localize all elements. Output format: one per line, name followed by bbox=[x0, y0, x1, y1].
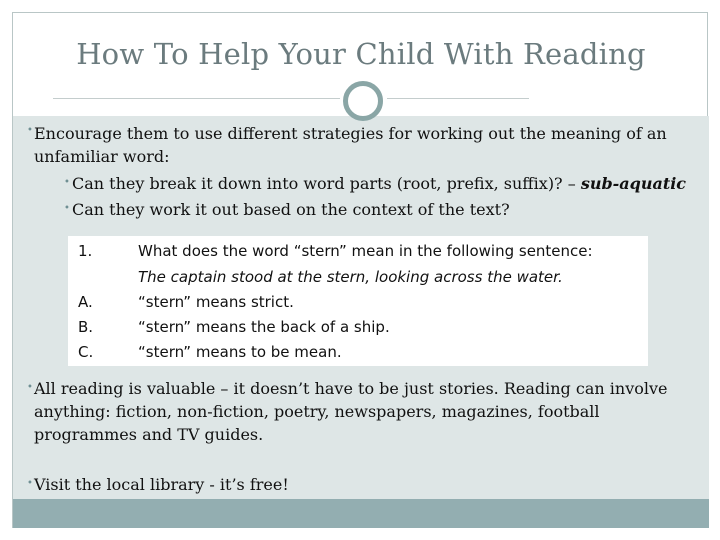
question-box bbox=[68, 236, 648, 366]
sub-bullet-word-parts-text: Can they break it down into word parts (root, prefix, suffix)? – bbox=[72, 174, 581, 193]
answer-text: “stern” means to be mean. bbox=[138, 343, 342, 361]
answer-label: B. bbox=[78, 318, 94, 336]
answer-text: “stern” means strict. bbox=[138, 293, 294, 311]
answer-label: A. bbox=[78, 293, 93, 311]
bullet-icon: • bbox=[27, 125, 33, 136]
bottom-bar bbox=[13, 499, 709, 528]
slide-title: How To Help Your Child With Reading bbox=[76, 37, 646, 71]
sub-bullet-word-parts bbox=[72, 172, 702, 195]
sub-bullet-context: Can they work it out based on the context of the text? bbox=[72, 200, 510, 219]
bullet-icon: • bbox=[27, 478, 33, 489]
example-word: sub-aquatic bbox=[580, 174, 687, 193]
answer-text: “stern” means the back of a ship. bbox=[138, 318, 390, 336]
bullet-icon: • bbox=[64, 203, 70, 214]
bullet-strategies: Encourage them to use different strategies for working out the meaning of an unfamiliar word: bbox=[34, 124, 667, 166]
question-number: 1. bbox=[78, 242, 93, 260]
question-sentence: The captain stood at the stern, looking across the water. bbox=[138, 268, 563, 286]
answer-label: C. bbox=[78, 343, 94, 361]
bullet-reading-valuable: All reading is valuable – it doesn’t have to be just stories. Reading can involve anything: fiction, non-fiction, poetry, newspapers, magazines, football programmes and TV guides. bbox=[34, 379, 668, 444]
title-divider-left bbox=[53, 98, 340, 99]
title-circle-ornament bbox=[343, 81, 383, 121]
bullet-icon: • bbox=[27, 382, 33, 393]
question-text: What does the word “stern” mean in the following sentence: bbox=[138, 242, 593, 260]
title-divider-right bbox=[387, 98, 529, 99]
bullet-icon: • bbox=[64, 177, 70, 188]
bullet-library: Visit the local library - it’s free! bbox=[34, 475, 289, 494]
